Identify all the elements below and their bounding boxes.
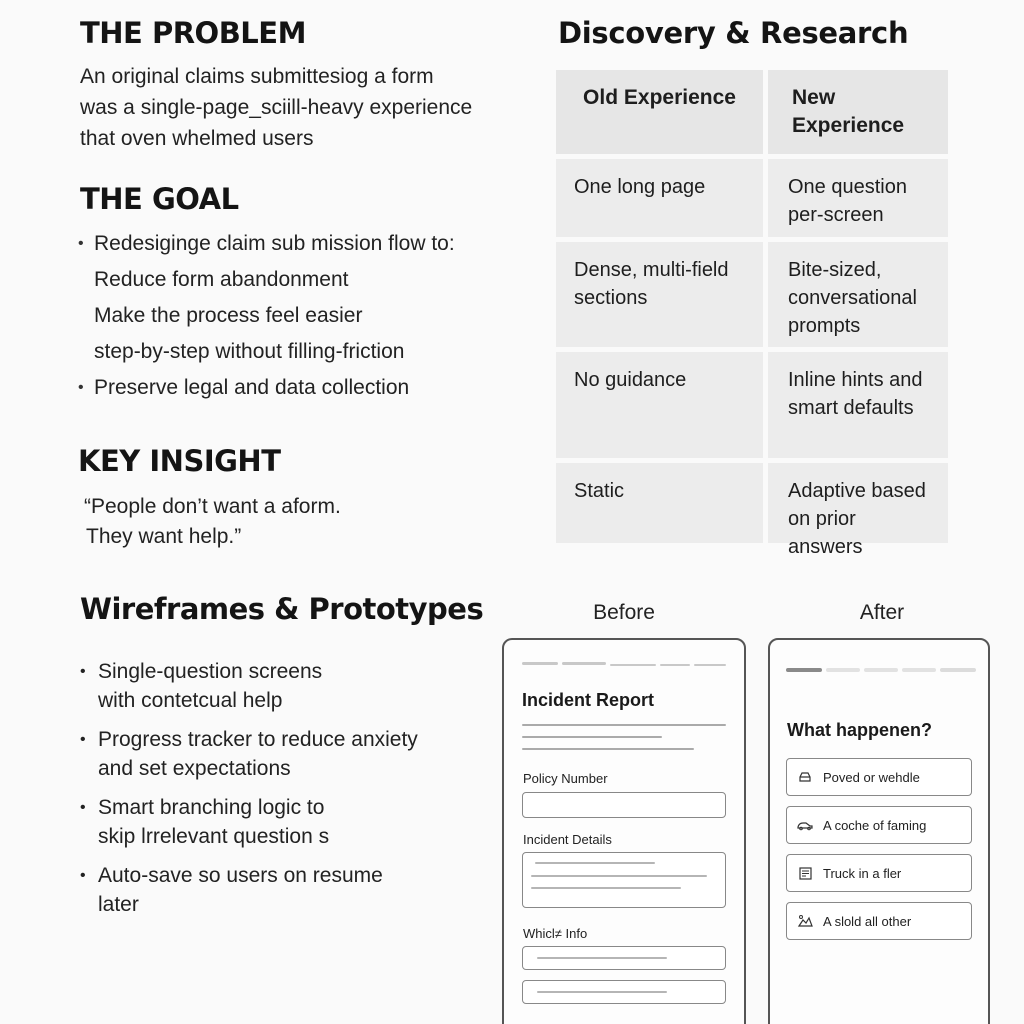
- header-new: New Experience: [768, 70, 948, 154]
- placeholder-line: [531, 875, 707, 877]
- goal-subitem: Reduce form abandonment: [94, 268, 349, 291]
- progress-segment: [660, 664, 690, 666]
- bullet-dot: •: [80, 731, 86, 748]
- answer-option-label: Truck in a fler: [823, 865, 902, 881]
- progress-segment: [522, 662, 558, 665]
- answer-option[interactable]: [786, 758, 972, 796]
- wireframes-item-line: Auto-save so users on resume: [98, 864, 383, 887]
- hazard-icon: [797, 914, 813, 928]
- bullet-dot: •: [80, 867, 86, 884]
- answer-option[interactable]: [786, 806, 972, 844]
- placeholder-line: [535, 862, 655, 864]
- wireframes-item: [80, 861, 480, 919]
- progress-segment: [694, 664, 726, 666]
- goal-bullet: • Redesiginge claim sub mission flow to:: [78, 226, 518, 262]
- placeholder-line: [537, 957, 667, 959]
- header-old: Old Experience: [556, 70, 763, 154]
- wireframes-item-line: Single-question screens: [98, 660, 323, 683]
- after-wireframe: [768, 638, 990, 1024]
- cell-new: Inline hints and smart defaults: [768, 352, 948, 458]
- document-icon: [797, 866, 813, 880]
- vehicle-info-field[interactable]: [522, 946, 726, 970]
- problem-heading: THE PROBLEM: [80, 16, 306, 50]
- after-label: After: [859, 601, 905, 624]
- bullet-dot: •: [80, 799, 86, 816]
- wireframes-list: [80, 657, 480, 919]
- insight-line: They want help.”: [86, 525, 242, 548]
- answer-option[interactable]: [786, 854, 972, 892]
- progress-tracker-segment: [902, 668, 936, 672]
- wireframes-item: [80, 657, 480, 715]
- wireframes-item-line: Smart branching logic to: [98, 796, 325, 819]
- wireframes-item: [80, 725, 480, 783]
- wireframes-item-line: later: [98, 893, 139, 916]
- text-placeholder-line: [522, 724, 726, 726]
- answer-option[interactable]: [786, 902, 972, 940]
- discovery-heading: Discovery & Research: [558, 16, 909, 50]
- problem-line: that oven whelmed users: [80, 127, 314, 150]
- progress-segment: [562, 662, 606, 665]
- incident-details-field[interactable]: [522, 852, 726, 908]
- cell-old: Static: [556, 463, 763, 543]
- goal-bullet: • Preserve legal and data collection: [78, 370, 518, 406]
- before-wireframe: [502, 638, 746, 1024]
- table-row: [556, 463, 950, 558]
- progress-tracker-segment: [940, 668, 976, 672]
- vehicle-info-field-2[interactable]: [522, 980, 726, 1004]
- answer-option-label: Poved or wehdle: [823, 769, 920, 785]
- cell-new: Adaptive based on prior answers: [768, 463, 948, 543]
- progress-tracker-segment: [826, 668, 860, 672]
- progress-tracker-segment: [864, 668, 898, 672]
- insight-line: “People don’t want a aform.: [84, 495, 341, 518]
- goal-heading: THE GOAL: [80, 182, 239, 216]
- answer-option-label: A coche of faming: [823, 817, 927, 833]
- goal-subitem: Make the process feel easier: [94, 304, 363, 327]
- problem-line: An original claims submittesiog a form: [80, 65, 434, 88]
- progress-tracker-active: [786, 668, 822, 672]
- wireframes-heading: Wireframes & Prototypes: [80, 592, 484, 626]
- cell-old: No guidance: [556, 352, 763, 458]
- text-placeholder-line: [522, 736, 662, 738]
- progress-segment: [610, 664, 656, 666]
- table-row: [556, 159, 950, 237]
- cell-new: One question per-screen: [768, 159, 948, 237]
- placeholder-line: [537, 991, 667, 993]
- policy-number-label: Policy Number: [523, 771, 608, 786]
- problem-line: was a single-page_sciill-heavy experience: [80, 96, 473, 119]
- wireframes-item-line: skip lrrelevant question s: [98, 825, 330, 848]
- wireframes-item: [80, 793, 480, 851]
- wireframes-item-line: and set expectations: [98, 757, 291, 780]
- insight-heading: KEY INSIGHT: [78, 444, 281, 478]
- policy-number-field[interactable]: [522, 792, 726, 818]
- placeholder-line: [531, 887, 681, 889]
- table-row: [556, 352, 950, 458]
- comparison-table: [556, 70, 950, 558]
- wireframes-item-line: with contetcual help: [98, 689, 283, 712]
- answer-option-label: A slold all other: [823, 913, 912, 929]
- goal-list: [78, 226, 518, 406]
- cell-new: Bite-sized, conversational prompts: [768, 242, 948, 347]
- problem-text: [80, 61, 520, 154]
- wireframes-item-line: Progress tracker to reduce anxiety: [98, 728, 418, 751]
- incident-details-label: Incident Details: [523, 832, 612, 847]
- insight-quote: [84, 492, 484, 552]
- cell-old: Dense, multi-field sections: [556, 242, 763, 347]
- text-placeholder-line: [522, 748, 694, 750]
- bullet-dot: •: [80, 663, 86, 680]
- car-front-icon: [797, 770, 813, 784]
- question-title: What happenen?: [787, 720, 932, 740]
- goal-subitem: step-by-step without filling-friction: [94, 340, 405, 363]
- car-side-icon: [797, 818, 813, 832]
- table-row: [556, 242, 950, 347]
- vehicle-info-label: Whicl≠ Info: [523, 926, 588, 941]
- form-title: Incident Report: [522, 690, 655, 710]
- table-header-row: [556, 70, 950, 154]
- cell-old: One long page: [556, 159, 763, 237]
- before-label: Before: [593, 601, 655, 624]
